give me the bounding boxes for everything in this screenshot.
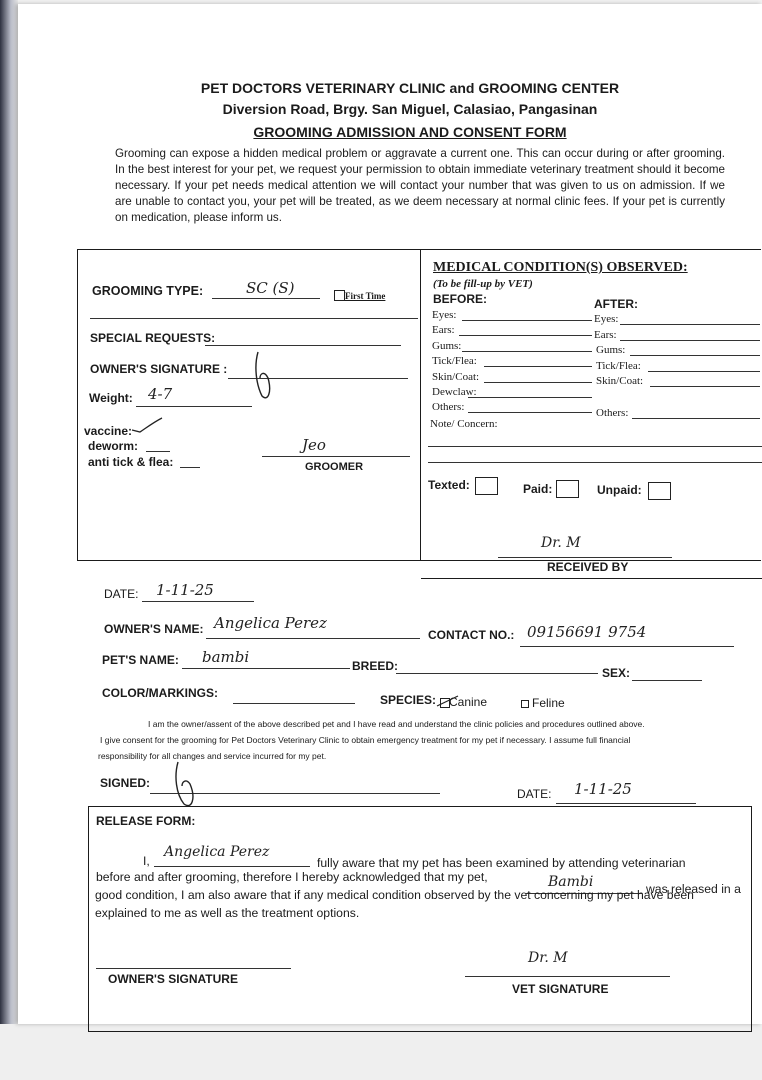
before-item-line[interactable] — [462, 351, 592, 352]
grooming-type-label: GROOMING TYPE: — [92, 284, 204, 298]
groomer-line — [262, 456, 410, 457]
release-owner-value[interactable]: Angelica Perez — [164, 844, 270, 860]
sex-line[interactable] — [632, 680, 702, 681]
owner-signature-label: OWNER'S SIGNATURE : — [90, 362, 228, 376]
before-item-line[interactable] — [459, 335, 592, 336]
medical-title: MEDICAL CONDITION(S) OBSERVED: — [433, 260, 688, 275]
before-item-line[interactable] — [462, 320, 592, 321]
contact-label: CONTACT NO.: — [428, 628, 515, 642]
clinic-name: PET DOCTORS VETERINARY CLINIC and GROOMING CENTER — [200, 80, 620, 96]
before-item-line[interactable] — [468, 397, 592, 398]
release-owner-line — [154, 866, 310, 867]
grooming-extra-line — [90, 318, 418, 319]
after-item-line[interactable] — [630, 355, 760, 356]
pet-name-label: PET'S NAME: — [102, 653, 179, 667]
note-line-1[interactable] — [428, 446, 762, 447]
anti-tick-line[interactable] — [180, 467, 200, 468]
before-item-label: Ears: — [432, 324, 455, 336]
first-time-label: First Time — [345, 291, 386, 301]
binder-edge — [0, 0, 18, 1080]
breed-label: BREED: — [352, 659, 399, 673]
intro-paragraph: Grooming can expose a hidden medical problem or aggravate a current one. This can occur during or after grooming. In the best interest for your pet, we request your permission to obtain immediate veterinary treatment should it become necessary. If your pet needs medical attention we will contact your number that was given to us on admission. If we are unable to contact you, your pet will be treated, as we deem necessary at normal clinic fees. If your pet is currently on medication, please inform us. — [115, 147, 725, 224]
owner-name-line — [206, 638, 420, 639]
paid-checkbox[interactable] — [556, 480, 579, 498]
color-markings-line[interactable] — [233, 703, 355, 704]
box-bottom-right — [421, 578, 762, 579]
release-line-3: good condition, I am also aware that if any medical condition observed by the vet concerning my pet have been — [95, 888, 694, 902]
paid-label: Paid: — [523, 482, 553, 496]
unpaid-label: Unpaid: — [597, 483, 642, 497]
before-item-label: Dewclaw: — [432, 386, 477, 398]
owner-signature-mark — [250, 348, 280, 404]
after-label: AFTER: — [594, 297, 638, 311]
box-divider — [420, 249, 421, 561]
groomer-value[interactable]: Jeo — [302, 436, 326, 454]
release-line-2-end: was released in a — [646, 882, 741, 896]
after-item-label: Tick/Flea: — [596, 360, 641, 372]
after-item-label: Ears: — [594, 329, 617, 341]
note-label: Note/ Concern: — [430, 418, 498, 430]
note-line-2[interactable] — [428, 462, 762, 463]
before-item-label: Tick/Flea: — [432, 355, 477, 367]
vaccine-check-mark — [130, 416, 164, 436]
sex-label: SEX: — [602, 666, 631, 680]
before-item-label: Others: — [432, 401, 465, 413]
release-owner-signature-label: OWNER'S SIGNATURE — [108, 972, 238, 986]
breed-line[interactable] — [396, 673, 598, 674]
signed-label: SIGNED: — [100, 776, 151, 790]
texted-label: Texted: — [428, 478, 470, 492]
deworm-label: deworm: — [88, 439, 139, 453]
after-item-line[interactable] — [632, 418, 760, 419]
release-pet-value[interactable]: Bambi — [548, 874, 594, 890]
consent-date-label: DATE: — [517, 787, 552, 801]
grooming-type-value[interactable]: SC (S) — [246, 279, 295, 297]
deworm-line[interactable] — [146, 451, 170, 452]
feline-checkbox[interactable] — [521, 700, 529, 708]
after-item-line[interactable] — [620, 324, 760, 325]
unpaid-checkbox[interactable] — [648, 482, 671, 500]
release-line-2-start: before and after grooming, therefore I hereby acknowledged that my pet, — [96, 870, 488, 884]
before-item-line[interactable] — [484, 366, 592, 367]
consent-date-line — [556, 803, 696, 804]
first-time-checkbox[interactable] — [334, 290, 345, 301]
weight-line — [136, 406, 252, 407]
vet-signature-label: VET SIGNATURE — [512, 982, 609, 996]
release-line-4: explained to me as well as the treatment options. — [95, 906, 360, 920]
consent-date-value[interactable]: 1-11-25 — [574, 780, 632, 798]
date-value[interactable]: 1-11-25 — [156, 581, 214, 599]
vet-signature-line — [465, 976, 670, 977]
date-label: DATE: — [104, 587, 139, 601]
form-title: GROOMING ADMISSION AND CONSENT FORM — [253, 124, 567, 140]
before-item-line[interactable] — [484, 382, 592, 383]
consent-line-3: responsibility for all changes and service incurred for my pet. — [98, 751, 327, 761]
release-prefix: I, — [143, 854, 150, 868]
received-by-label: RECEIVED BY — [547, 560, 629, 574]
weight-label: Weight: — [89, 391, 133, 405]
vaccine-label: vaccine: — [84, 424, 133, 438]
special-requests-label: SPECIAL REQUESTS: — [90, 331, 216, 345]
before-item-line[interactable] — [468, 412, 592, 413]
vet-signature-value[interactable]: Dr. M — [528, 950, 568, 966]
consent-line-1: I am the owner/assent of the above described pet and I have read and understand the clinic policies and procedures outlined above. — [148, 719, 645, 729]
before-item-label: Skin/Coat: — [432, 371, 480, 383]
contact-value[interactable]: 09156691 9754 — [527, 623, 647, 641]
owner-name-value[interactable]: Angelica Perez — [214, 614, 327, 632]
color-markings-label: COLOR/MARKINGS: — [102, 686, 218, 700]
pet-name-line — [182, 668, 350, 669]
after-item-label: Gums: — [596, 344, 626, 356]
consent-signature-mark — [168, 760, 208, 812]
date-line — [142, 601, 254, 602]
anti-tick-label: anti tick & flea: — [88, 455, 174, 469]
consent-line-2: I give consent for the grooming for Pet Doctors Veterinary Clinic to obtain emergency treatment for my pet if necessary. I assume full financial — [100, 735, 631, 745]
owner-signature-release-line[interactable] — [96, 968, 291, 969]
owner-name-label: OWNER'S NAME: — [104, 622, 204, 636]
before-label: BEFORE: — [433, 292, 487, 306]
after-item-line[interactable] — [650, 386, 760, 387]
after-item-line[interactable] — [620, 340, 760, 341]
texted-checkbox[interactable] — [475, 477, 498, 495]
feline-label: Feline — [532, 696, 565, 710]
release-line-1: fully aware that my pet has been examined by attending veterinarian — [317, 856, 686, 870]
after-item-label: Eyes: — [594, 313, 619, 325]
special-requests-line[interactable] — [205, 345, 401, 346]
medical-subtitle: (To be fill-up by VET) — [433, 278, 533, 290]
pet-name-value[interactable]: bambi — [202, 648, 250, 666]
release-title: RELEASE FORM: — [96, 814, 196, 828]
species-label: SPECIES: — [380, 693, 437, 707]
received-by-line — [498, 557, 672, 558]
weight-value[interactable]: 4-7 — [148, 385, 173, 403]
clinic-address: Diversion Road, Brgy. San Miguel, Calasiao, Pangasinan — [222, 101, 598, 117]
after-item-label: Others: — [596, 407, 629, 419]
scan-background — [0, 1024, 762, 1080]
after-item-line[interactable] — [648, 371, 760, 372]
contact-line — [520, 646, 734, 647]
after-item-label: Skin/Coat: — [596, 375, 644, 387]
before-item-label: Gums: — [432, 340, 462, 352]
canine-label: Canine — [449, 695, 488, 709]
before-item-label: Eyes: — [432, 309, 457, 321]
grooming-type-line — [212, 298, 320, 299]
groomer-label: GROOMER — [305, 461, 364, 473]
received-by-signature[interactable]: Dr. M — [541, 535, 581, 551]
